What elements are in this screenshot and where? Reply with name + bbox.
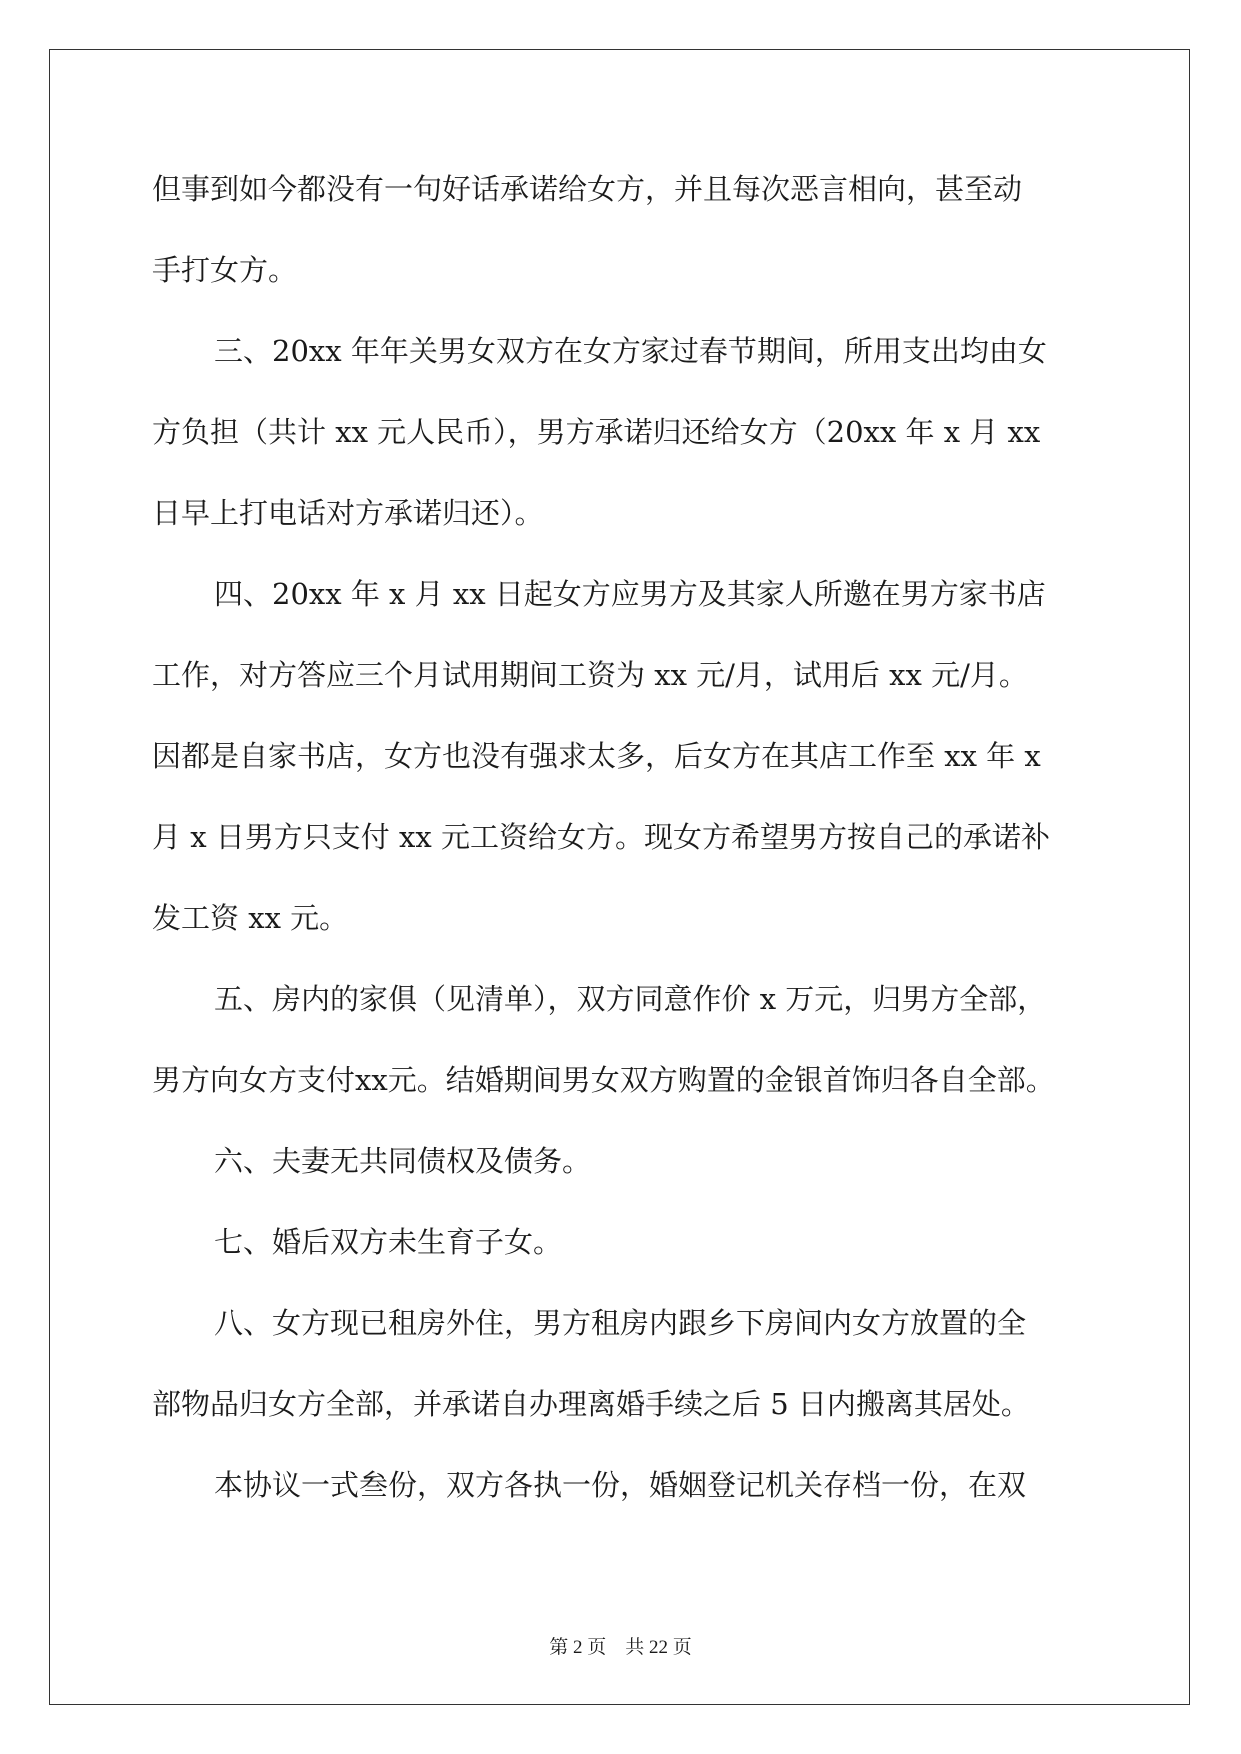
clause-4-line-3: 因都是自家书店，女方也没有强求太多，后女方在其店工作至 xx 年 x [152, 739, 1041, 773]
clause-5-line-2: 男方向女方支付xx元。结婚期间男女双方购置的金银首饰归各自全部。 [152, 1063, 1055, 1097]
clause-7-line-1: 七、婚后双方未生育子女。 [214, 1225, 563, 1259]
page-number-footer: 第 2 页 共 22 页 [549, 1637, 692, 1658]
page-border [49, 49, 1190, 1705]
clause-3-line-2: 方负担（共计 xx 元人民币），男方承诺归还给女方（20xx 年 x 月 xx [152, 415, 1041, 449]
clause-8-line-2: 部物品归女方全部，并承诺自办理离婚手续之后 5 日内搬离其居处。 [152, 1387, 1030, 1421]
clause-4-line-5: 发工资 xx 元。 [152, 901, 349, 935]
clause-4-line-4: 月 x 日男方只支付 xx 元工资给女方。现女方希望男方按自己的承诺补 [152, 820, 1050, 854]
clause-4-line-1: 四、20xx 年 x 月 xx 日起女方应男方及其家人所邀在男方家书店 [214, 577, 1046, 611]
clause-8-line-1: 八、女方现已租房外住，男方租房内跟乡下房间内女方放置的全 [214, 1306, 1027, 1340]
clause-3-line-3: 日早上打电话对方承诺归还）。 [152, 496, 544, 530]
clause-4-line-2: 工作，对方答应三个月试用期间工资为 xx 元/月，试用后 xx 元/月。 [152, 658, 1028, 692]
final-clause-line-1: 本协议一式叁份，双方各执一份，婚姻登记机关存档一份，在双 [214, 1468, 1027, 1502]
clause-6-line-1: 六、夫妻无共同债权及债务。 [214, 1144, 592, 1178]
clause-5-line-1: 五、房内的家俱（见清单），双方同意作价 x 万元，归男方全部， [214, 982, 1047, 1016]
body-line-2: 手打女方。 [152, 253, 298, 287]
clause-3-line-1: 三、20xx 年年关男女双方在女方家过春节期间，所用支出均由女 [214, 334, 1047, 368]
body-line-1: 但事到如今都没有一句好话承诺给女方，并且每次恶言相向，甚至动 [152, 172, 1023, 206]
